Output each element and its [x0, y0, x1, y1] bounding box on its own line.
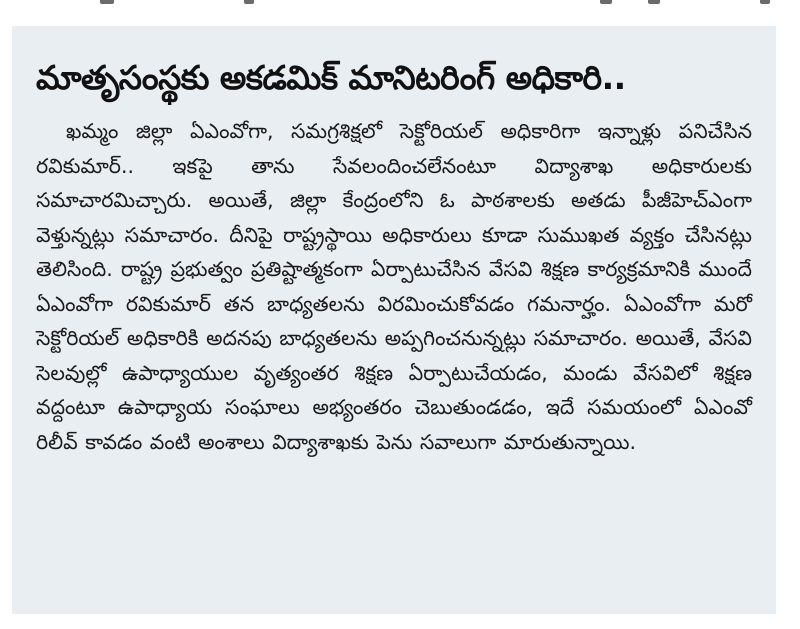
article-headline: మాతృసంస్థకు అకడమిక్ మానిటరింగ్ అధికారి.. — [36, 58, 626, 97]
cropped-previous-text-strip — [0, 0, 800, 12]
article-box — [12, 26, 776, 614]
cropped-glyph — [100, 0, 114, 4]
cropped-glyph — [760, 0, 770, 4]
cropped-glyph — [600, 0, 612, 4]
cropped-glyph — [244, 0, 254, 4]
cropped-glyph — [648, 0, 660, 4]
article-body: ఖమ్మం జిల్లా ఏఎంవోగా, సమగ్రశిక్షలో సెక్టోరియల్ అధికారిగా ఇన్నాళ్లు పనిచేసిన రవికుమార్.. ఇకపై తాను సేవలందించలేనంటూ విద్యాశాఖ అధికారులకు సమాచారమిచ్చారు. అయితే, జిల్లా కేంద్రంలోని ఓ పాఠశాలకు అతడు పీజీహెచ్ఎంగా వెళ్తున్నట్లు సమాచారం. దీనిపై రాష్ట్రస్థాయి అధికారులు కూడా సుముఖత వ్యక్తం చేసినట్లు తెలిసింది. రాష్ట్ర ప్రభుత్వం ప్రతిష్టాత్మకంగా ఏర్పాటుచేసిన వేసవి శిక్షణ కార్యక్రమానికి ముందే ఏఎంవోగా రవికుమార్ తన బాధ్యతలను విరమించుకోవడం గమనార్హం. ఏఎంవోగా మరో సెక్టోరియల్ అధికారికి అదనపు బాధ్యతలను అప్పగించనున్నట్లు సమాచారం. అయితే, వేసవి సెలవుల్లో ఉపాధ్యాయుల వృత్యంతర శిక్షణ ఏర్పాటుచేయడం, మండు వేసవిలో శిక్షణ వద్దంటూ ఉపాధ్యాయ సంఘాలు అభ్యంతరం చెబుతుండడం, ఇదే సమయంలో ఏఎంవో రిలీవ్ కావడం వంటి అంశాలు విద్యాశాఖకు పెను సవాలుగా మారుతున్నాయి. — [36, 119, 752, 454]
